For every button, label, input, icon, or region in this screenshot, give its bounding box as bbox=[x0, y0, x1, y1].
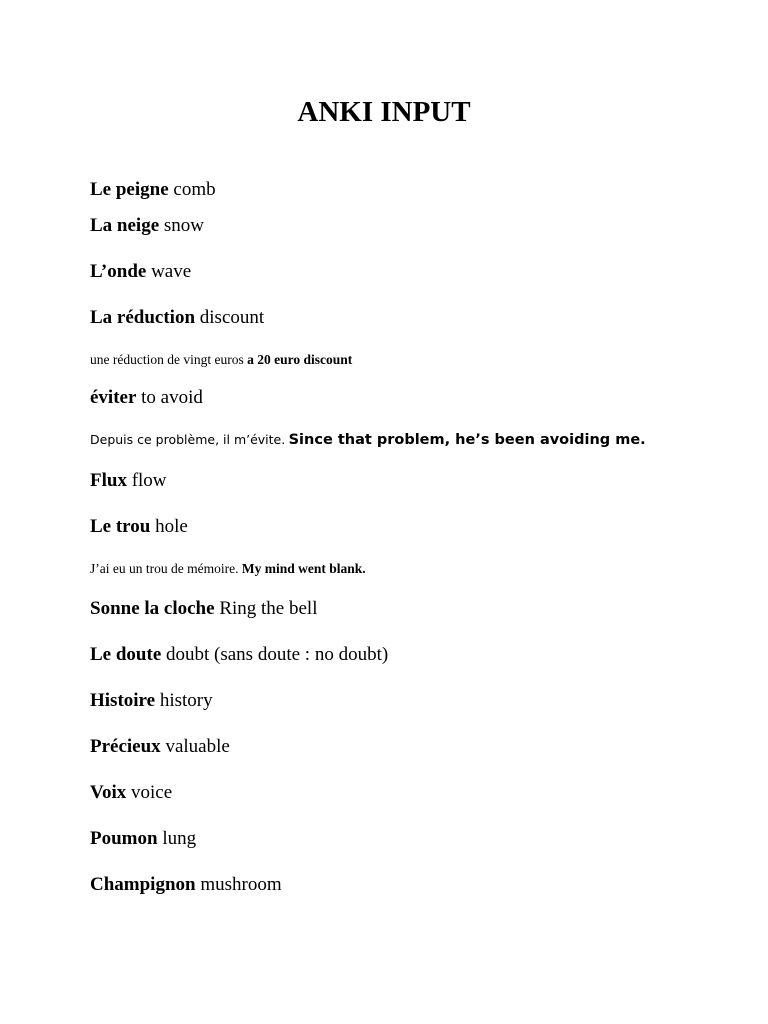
entry-meaning: mushroom bbox=[200, 874, 282, 895]
entry-term: Histoire bbox=[90, 690, 156, 711]
entry-term: éviter bbox=[90, 387, 137, 408]
entry-meaning: snow bbox=[163, 215, 205, 236]
entry-meaning: Ring the bell bbox=[219, 598, 318, 619]
vocab-entry bbox=[90, 827, 196, 851]
vocab-entry bbox=[90, 781, 172, 805]
entry-meaning: lung bbox=[162, 828, 197, 849]
vocab-entry bbox=[90, 597, 317, 621]
example-french: J’ai eu un trou de mémoire. bbox=[90, 561, 239, 576]
entry-term: Précieux bbox=[90, 736, 161, 757]
example-sentence bbox=[90, 431, 646, 449]
vocab-entry bbox=[90, 515, 188, 539]
example-sentence bbox=[90, 560, 366, 578]
entry-meaning: doubt (sans doute : no doubt) bbox=[166, 644, 389, 665]
vocab-entry bbox=[90, 643, 388, 667]
example-english: Since that problem, he’s been avoiding me. bbox=[288, 432, 646, 448]
vocab-entry bbox=[90, 306, 264, 330]
vocab-entry bbox=[90, 178, 216, 202]
example-sentence bbox=[90, 351, 352, 369]
entry-meaning: hole bbox=[155, 516, 188, 537]
entry-term: La réduction bbox=[90, 307, 196, 328]
entry-term: La neige bbox=[90, 215, 160, 236]
example-english: a 20 euro discount bbox=[247, 352, 353, 367]
entry-term: Le doute bbox=[90, 644, 162, 665]
entry-meaning: history bbox=[159, 690, 213, 711]
entry-term: Poumon bbox=[90, 828, 158, 849]
entry-term: Voix bbox=[90, 782, 127, 803]
page-title: ANKI INPUT bbox=[297, 96, 471, 128]
vocab-entry bbox=[90, 214, 204, 238]
entry-term: Flux bbox=[90, 470, 127, 491]
vocab-entry bbox=[90, 873, 282, 897]
vocab-entry bbox=[90, 689, 213, 713]
vocab-entry bbox=[90, 260, 191, 284]
entry-meaning: comb bbox=[173, 179, 216, 200]
entry-meaning: to avoid bbox=[141, 387, 203, 408]
entry-meaning: valuable bbox=[165, 736, 230, 757]
vocab-entry bbox=[90, 469, 167, 493]
entry-meaning: wave bbox=[151, 261, 192, 282]
entry-term: Le peigne bbox=[90, 179, 169, 200]
entry-term: Champignon bbox=[90, 874, 196, 895]
entry-meaning: flow bbox=[131, 470, 167, 491]
entry-term: Sonne la cloche bbox=[90, 598, 215, 619]
entry-meaning: voice bbox=[131, 782, 173, 803]
example-french: Depuis ce problème, il m’évite. bbox=[90, 432, 286, 447]
entry-term: L’onde bbox=[90, 261, 147, 282]
entry-term: Le trou bbox=[90, 516, 151, 537]
example-english: My mind went blank. bbox=[241, 561, 366, 576]
example-french: une réduction de vingt euros bbox=[90, 352, 244, 367]
entry-meaning: discount bbox=[199, 307, 265, 328]
vocab-entry bbox=[90, 735, 230, 759]
vocab-entry bbox=[90, 386, 203, 410]
